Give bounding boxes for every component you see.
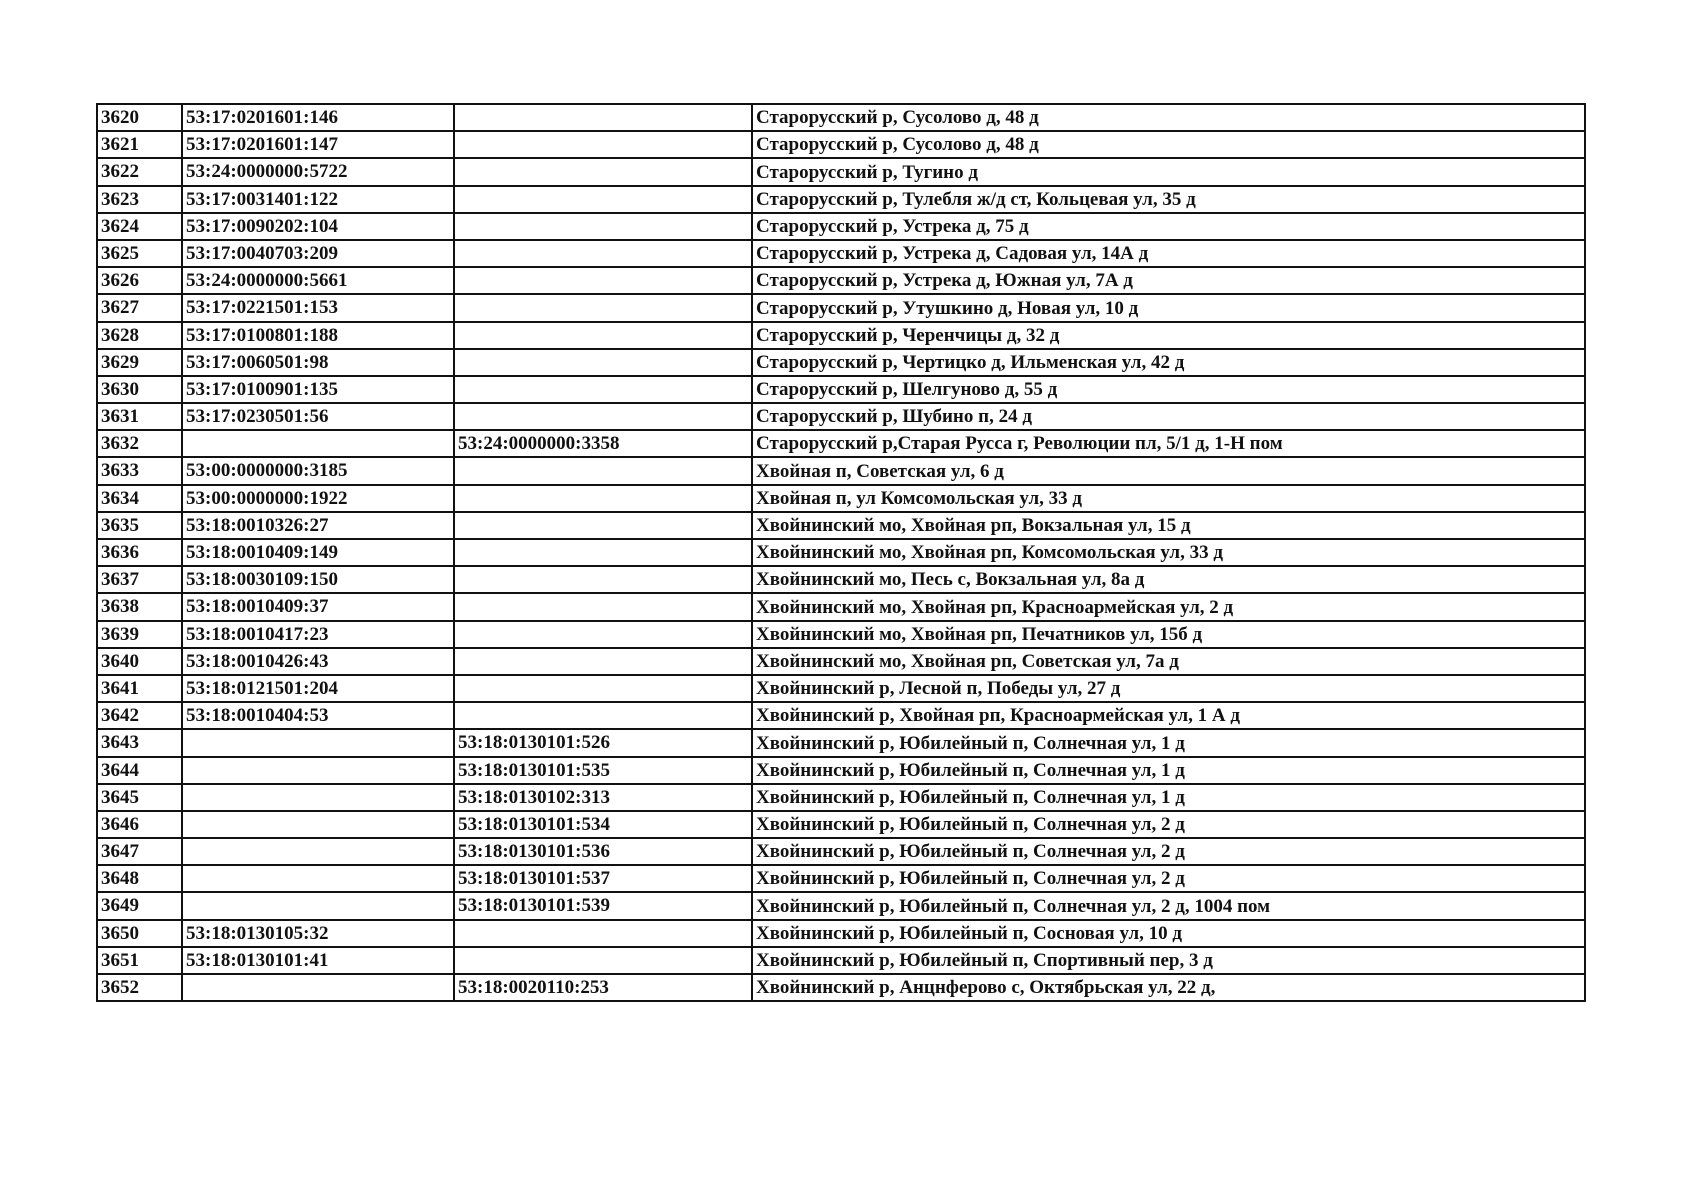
row-number-cell: 3647 <box>97 838 182 865</box>
table-row <box>97 920 1585 947</box>
address-cell: Хвойнинский р, Юбилейный п, Солнечная ул, 1 д <box>752 784 1585 811</box>
table-row <box>97 213 1585 240</box>
object-cadastral-cell <box>454 213 752 240</box>
table-row <box>97 267 1585 294</box>
land-cadastral-cell <box>182 865 454 892</box>
object-cadastral-cell <box>454 621 752 648</box>
row-number-cell: 3645 <box>97 784 182 811</box>
land-cadastral-cell: 53:17:0230501:56 <box>182 403 454 430</box>
row-number-cell: 3633 <box>97 457 182 484</box>
object-cadastral-cell <box>454 457 752 484</box>
row-number-cell: 3629 <box>97 349 182 376</box>
row-number-cell: 3650 <box>97 920 182 947</box>
address-cell: Хвойнинский р, Лесной п, Победы ул, 27 д <box>752 675 1585 702</box>
land-cadastral-cell: 53:18:0010326:27 <box>182 512 454 539</box>
table-row <box>97 811 1585 838</box>
object-cadastral-cell <box>454 131 752 158</box>
land-cadastral-cell <box>182 892 454 919</box>
row-number-cell: 3626 <box>97 267 182 294</box>
row-number-cell: 3621 <box>97 131 182 158</box>
land-cadastral-cell: 53:24:0000000:5661 <box>182 267 454 294</box>
row-number-cell: 3641 <box>97 675 182 702</box>
row-number-cell: 3628 <box>97 322 182 349</box>
row-number-cell: 3627 <box>97 294 182 321</box>
address-cell: Хвойнинский р, Юбилейный п, Солнечная ул, 1 д <box>752 729 1585 756</box>
row-number-cell: 3648 <box>97 865 182 892</box>
object-cadastral-cell <box>454 267 752 294</box>
row-number-cell: 3632 <box>97 430 182 457</box>
object-cadastral-cell <box>454 240 752 267</box>
row-number-cell: 3652 <box>97 974 182 1001</box>
table-row <box>97 294 1585 321</box>
object-cadastral-cell <box>454 403 752 430</box>
address-cell: Старорусский р, Устрека д, 75 д <box>752 213 1585 240</box>
land-cadastral-cell: 53:17:0031401:122 <box>182 186 454 213</box>
object-cadastral-cell <box>454 539 752 566</box>
row-number-cell: 3625 <box>97 240 182 267</box>
object-cadastral-cell: 53:18:0130101:535 <box>454 757 752 784</box>
land-cadastral-cell: 53:24:0000000:5722 <box>182 158 454 185</box>
object-cadastral-cell: 53:18:0130101:534 <box>454 811 752 838</box>
table-row <box>97 376 1585 403</box>
address-cell: Старорусский р, Устрека д, Южная ул, 7А д <box>752 267 1585 294</box>
address-cell: Хвойнинский р, Юбилейный п, Солнечная ул, 2 д <box>752 838 1585 865</box>
object-cadastral-cell: 53:24:0000000:3358 <box>454 430 752 457</box>
address-cell: Хвойнинский мо, Песь с, Вокзальная ул, 8а д <box>752 566 1585 593</box>
address-cell: Хвойнинский р, Анцнферово с, Октябрьская ул, 22 д, <box>752 974 1585 1001</box>
address-cell: Хвойнинский р, Юбилейный п, Солнечная ул, 2 д, 1004 пом <box>752 892 1585 919</box>
document-page <box>96 103 1584 1002</box>
table-row <box>97 349 1585 376</box>
table-row <box>97 974 1585 1001</box>
address-cell: Старорусский р, Устрека д, Садовая ул, 14А д <box>752 240 1585 267</box>
row-number-cell: 3636 <box>97 539 182 566</box>
land-cadastral-cell <box>182 974 454 1001</box>
row-number-cell: 3635 <box>97 512 182 539</box>
object-cadastral-cell <box>454 512 752 539</box>
object-cadastral-cell <box>454 947 752 974</box>
row-number-cell: 3631 <box>97 403 182 430</box>
row-number-cell: 3630 <box>97 376 182 403</box>
table-row <box>97 675 1585 702</box>
address-cell: Старорусский р,Старая Русса г, Революции пл, 5/1 д, 1-Н пом <box>752 430 1585 457</box>
address-cell: Хвойнинский р, Хвойная рп, Красноармейская ул, 1 А д <box>752 702 1585 729</box>
address-cell: Хвойнинский мо, Хвойная рп, Печатников ул, 15б д <box>752 621 1585 648</box>
address-cell: Хвойная п, Советская ул, 6 д <box>752 457 1585 484</box>
row-number-cell: 3622 <box>97 158 182 185</box>
land-cadastral-cell: 53:00:0000000:3185 <box>182 457 454 484</box>
row-number-cell: 3623 <box>97 186 182 213</box>
table-row <box>97 539 1585 566</box>
row-number-cell: 3620 <box>97 104 182 131</box>
land-cadastral-cell: 53:17:0221501:153 <box>182 294 454 321</box>
object-cadastral-cell: 53:18:0130101:537 <box>454 865 752 892</box>
object-cadastral-cell <box>454 593 752 620</box>
table-row <box>97 158 1585 185</box>
address-cell: Хвойнинский мо, Хвойная рп, Вокзальная ул, 15 д <box>752 512 1585 539</box>
address-cell: Старорусский р, Сусолово д, 48 д <box>752 131 1585 158</box>
address-cell: Хвойнинский р, Юбилейный п, Спортивный пер, 3 д <box>752 947 1585 974</box>
table-row <box>97 403 1585 430</box>
table-row <box>97 702 1585 729</box>
address-cell: Старорусский р, Тулебля ж/д ст, Кольцевая ул, 35 д <box>752 186 1585 213</box>
address-cell: Старорусский р, Черенчицы д, 32 д <box>752 322 1585 349</box>
address-cell: Старорусский р, Шубино п, 24 д <box>752 403 1585 430</box>
address-cell: Хвойнинский р, Юбилейный п, Солнечная ул, 2 д <box>752 865 1585 892</box>
object-cadastral-cell <box>454 566 752 593</box>
table-row <box>97 892 1585 919</box>
land-cadastral-cell: 53:17:0100801:188 <box>182 322 454 349</box>
address-cell: Хвойная п, ул Комсомольская ул, 33 д <box>752 485 1585 512</box>
address-cell: Старорусский р, Утушкино д, Новая ул, 10 д <box>752 294 1585 321</box>
table-row <box>97 621 1585 648</box>
land-cadastral-cell: 53:18:0010426:43 <box>182 648 454 675</box>
table-row <box>97 865 1585 892</box>
address-cell: Хвойнинский р, Юбилейный п, Сосновая ул, 10 д <box>752 920 1585 947</box>
table-row <box>97 648 1585 675</box>
table-row <box>97 566 1585 593</box>
row-number-cell: 3642 <box>97 702 182 729</box>
table-row <box>97 131 1585 158</box>
land-cadastral-cell: 53:17:0090202:104 <box>182 213 454 240</box>
table-row <box>97 757 1585 784</box>
table-row <box>97 729 1585 756</box>
row-number-cell: 3634 <box>97 485 182 512</box>
land-cadastral-cell <box>182 430 454 457</box>
table-row <box>97 186 1585 213</box>
address-cell: Хвойнинский мо, Хвойная рп, Комсомольская ул, 33 д <box>752 539 1585 566</box>
row-number-cell: 3646 <box>97 811 182 838</box>
land-cadastral-cell: 53:18:0010404:53 <box>182 702 454 729</box>
address-cell: Хвойнинский р, Юбилейный п, Солнечная ул, 2 д <box>752 811 1585 838</box>
object-cadastral-cell <box>454 349 752 376</box>
object-cadastral-cell <box>454 702 752 729</box>
table-row <box>97 593 1585 620</box>
object-cadastral-cell <box>454 158 752 185</box>
object-cadastral-cell <box>454 920 752 947</box>
object-cadastral-cell: 53:18:0020110:253 <box>454 974 752 1001</box>
table-row <box>97 240 1585 267</box>
object-cadastral-cell <box>454 648 752 675</box>
registry-body <box>97 104 1585 1001</box>
row-number-cell: 3643 <box>97 729 182 756</box>
address-cell: Старорусский р, Сусолово д, 48 д <box>752 104 1585 131</box>
land-cadastral-cell: 53:18:0030109:150 <box>182 566 454 593</box>
row-number-cell: 3644 <box>97 757 182 784</box>
table-row <box>97 430 1585 457</box>
land-cadastral-cell: 53:17:0060501:98 <box>182 349 454 376</box>
registry-table <box>96 103 1586 1002</box>
table-row <box>97 512 1585 539</box>
row-number-cell: 3639 <box>97 621 182 648</box>
address-cell: Хвойнинский мо, Хвойная рп, Красноармейская ул, 2 д <box>752 593 1585 620</box>
land-cadastral-cell <box>182 729 454 756</box>
address-cell: Хвойнинский мо, Хвойная рп, Советская ул, 7а д <box>752 648 1585 675</box>
land-cadastral-cell: 53:18:0130101:41 <box>182 947 454 974</box>
land-cadastral-cell: 53:18:0010409:149 <box>182 539 454 566</box>
land-cadastral-cell <box>182 838 454 865</box>
table-row <box>97 485 1585 512</box>
object-cadastral-cell <box>454 485 752 512</box>
land-cadastral-cell: 53:18:0010409:37 <box>182 593 454 620</box>
object-cadastral-cell: 53:18:0130101:526 <box>454 729 752 756</box>
object-cadastral-cell <box>454 322 752 349</box>
object-cadastral-cell: 53:18:0130101:539 <box>454 892 752 919</box>
address-cell: Старорусский р, Тугино д <box>752 158 1585 185</box>
object-cadastral-cell: 53:18:0130102:313 <box>454 784 752 811</box>
land-cadastral-cell: 53:18:0130105:32 <box>182 920 454 947</box>
land-cadastral-cell: 53:17:0040703:209 <box>182 240 454 267</box>
land-cadastral-cell <box>182 811 454 838</box>
table-row <box>97 838 1585 865</box>
row-number-cell: 3649 <box>97 892 182 919</box>
table-row <box>97 104 1585 131</box>
land-cadastral-cell: 53:17:0201601:146 <box>182 104 454 131</box>
table-row <box>97 784 1585 811</box>
row-number-cell: 3640 <box>97 648 182 675</box>
table-row <box>97 947 1585 974</box>
land-cadastral-cell: 53:00:0000000:1922 <box>182 485 454 512</box>
row-number-cell: 3638 <box>97 593 182 620</box>
land-cadastral-cell: 53:17:0201601:147 <box>182 131 454 158</box>
address-cell: Старорусский р, Шелгуново д, 55 д <box>752 376 1585 403</box>
object-cadastral-cell <box>454 294 752 321</box>
land-cadastral-cell: 53:18:0121501:204 <box>182 675 454 702</box>
table-row <box>97 322 1585 349</box>
land-cadastral-cell <box>182 757 454 784</box>
row-number-cell: 3637 <box>97 566 182 593</box>
land-cadastral-cell <box>182 784 454 811</box>
object-cadastral-cell: 53:18:0130101:536 <box>454 838 752 865</box>
object-cadastral-cell <box>454 186 752 213</box>
object-cadastral-cell <box>454 675 752 702</box>
table-row <box>97 457 1585 484</box>
address-cell: Хвойнинский р, Юбилейный п, Солнечная ул, 1 д <box>752 757 1585 784</box>
object-cadastral-cell <box>454 104 752 131</box>
row-number-cell: 3651 <box>97 947 182 974</box>
address-cell: Старорусский р, Чертицко д, Ильменская ул, 42 д <box>752 349 1585 376</box>
object-cadastral-cell <box>454 376 752 403</box>
land-cadastral-cell: 53:17:0100901:135 <box>182 376 454 403</box>
row-number-cell: 3624 <box>97 213 182 240</box>
land-cadastral-cell: 53:18:0010417:23 <box>182 621 454 648</box>
